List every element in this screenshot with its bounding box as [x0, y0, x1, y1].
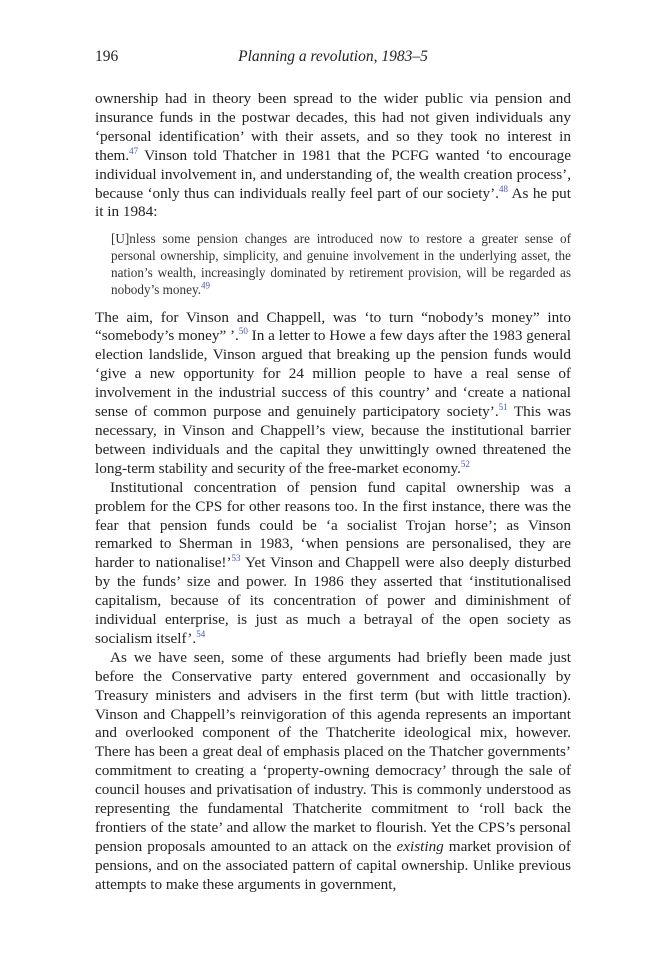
footnote-ref[interactable]: 54	[196, 628, 206, 639]
footnote-ref[interactable]: 49	[201, 280, 210, 291]
block-quote: [U]nless some pension changes are introduced now to restore a greater sense of personal ownership, simplicity, and genuine involvement in the underlying asset, the nation’s wealth, increasingly dominated by retirement provision, will be regarded as nobody’s money.$^{49}$	[111, 231, 571, 297]
paragraph: Institutional concentration of pension fund capital ownership was a problem for the CPS for other reasons too. In the first instance, there was the fear that pension funds could be ‘a socialist Trojan horse’; as Vinson remarked to Sherman in 1983, ‘when pensions are personalised, they are harder to nationalise!’$^{53}$ Yet Vinson and Chappell were also deeply disturbed by the funds’ size and power. In 1986 they asserted that ‘institutionalised capitalism, because of its concentration of power and diminishment of individual enterprise, is just as much a betrayal of the open society as socialism itself’.$^{54}$	[95, 478, 571, 647]
body-text	[95, 90, 571, 895]
running-title: Planning a revolution, 1983–5	[238, 48, 428, 65]
footnote-ref[interactable]: 50	[238, 326, 248, 337]
footnote-ref[interactable]: 48	[498, 183, 508, 194]
page-header	[95, 48, 571, 70]
paragraph: The aim, for Vinson and Chappell, was ‘to turn “nobody’s money” into “somebody’s money” ’.$^{50}$ In a letter to Howe a few days after the 1983 general election landslide, Vinson argued that breaking up the pension funds would ‘give a new opportunity for 24 million people to have a real sense of involvement in the industrial success of this country’ and ‘create a national sense of common purpose and genuinely participatory society’.$^{51}$ This was necessary, in Vinson and Chappell’s view, because the institutional barrier between individuals and the capital they unwittingly owned threatened the long-term stability and security of the free-market economy.$^{52}$	[95, 308, 571, 477]
footnote-ref[interactable]: 47	[129, 145, 139, 156]
page-number: 196	[95, 48, 119, 65]
footnote-ref[interactable]: 53	[231, 553, 241, 564]
paragraph: As we have seen, some of these arguments had briefly been made just before the Conservative party entered government and occasionally by Treasury ministers and advisers in the first term (but with little traction). Vinson and Chappell’s reinvigoration of this agenda represents an important and overlooked component of the Thatcherite ideological mix, however. There has been a great deal of emphasis placed on the Thatcher governments’ commitment to creating a ‘property-owning democracy’ through the sale of council houses and privatisation of industry. This is commonly understood as representing the fundamental Thatcherite commitment to ‘roll back the frontiers of the state’ and allow the market to flourish. Yet the CPS’s personal pension proposals amounted to an attack on the existing market provision of pensions, and on the associated pattern of capital ownership. Unlike previous attempts to make these arguments in government,	[95, 648, 571, 893]
book-page	[95, 48, 571, 895]
footnote-ref[interactable]: 52	[460, 458, 470, 469]
footnote-ref[interactable]: 51	[498, 402, 508, 412]
paragraph: ownership had in theory been spread to the wider public via pension and insurance funds in the postwar decades, this had not given individuals any ‘personal identification’ with their assets, and so they took no interest in them.$^{47}$ Vinson told Thatcher in 1981 that the PCFG wanted ‘to encourage individual involvement in, and understanding of, the wealth creation process’, because ‘only thus can individuals really feel part of our society’.$^{48}$ As he put it in 1984:	[95, 90, 571, 221]
emphasis: existing	[396, 837, 444, 855]
